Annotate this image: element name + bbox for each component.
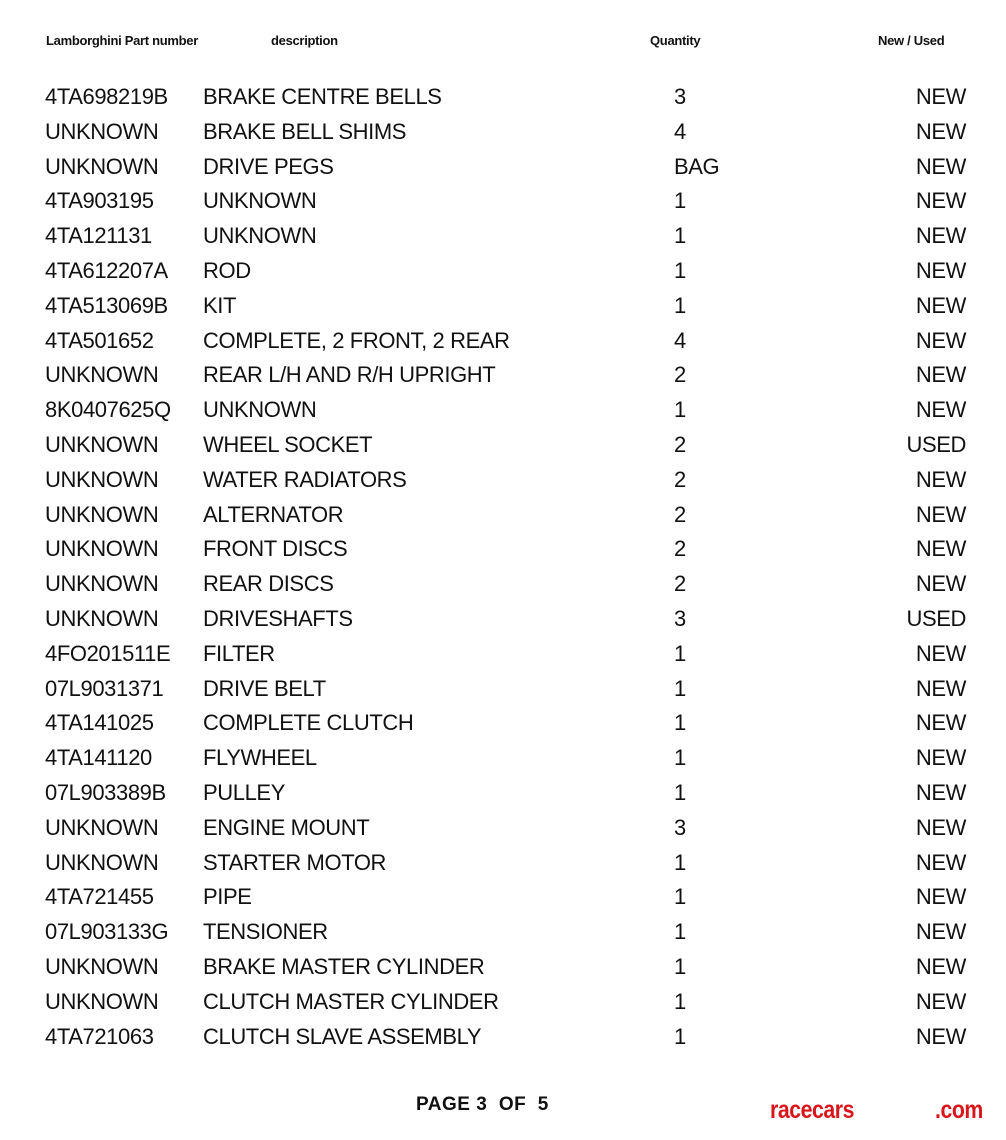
table-header — [0, 33, 1006, 51]
description-cell: FLYWHEEL — [203, 745, 317, 771]
description-cell: BRAKE CENTRE BELLS — [203, 84, 442, 109]
description-cell: BRAKE BELL SHIMS — [203, 118, 407, 144]
table-row — [0, 393, 1006, 428]
quantity-cell: 1 — [674, 953, 686, 979]
description-cell: WATER RADIATORS — [203, 466, 407, 492]
condition-cell: NEW — [915, 571, 966, 597]
description-cell: REAR L/H AND R/H UPRIGHT — [203, 362, 496, 388]
quantity-cell: BAG — [674, 153, 720, 179]
part-number-cell: UNKNOWN — [45, 953, 159, 979]
condition-cell: NEW — [915, 536, 966, 562]
description-cell: PULLEY — [203, 779, 285, 805]
part-number-cell: 4TA141025 — [45, 710, 154, 736]
table-row — [0, 880, 1006, 915]
condition-cell: NEW — [915, 988, 966, 1014]
condition-cell: NEW — [915, 501, 966, 527]
part-number-cell: UNKNOWN — [45, 466, 159, 492]
table-row — [0, 567, 1006, 602]
condition-cell: NEW — [915, 257, 966, 283]
header-part-number: Lamborghini Part number — [46, 33, 199, 48]
quantity-cell: 1 — [674, 188, 686, 214]
header-quantity: Quantity — [650, 33, 701, 48]
condition-cell: NEW — [915, 292, 966, 318]
description-cell: DRIVE PEGS — [203, 153, 334, 179]
quantity-cell: 3 — [674, 814, 686, 840]
quantity-cell: 1 — [674, 223, 686, 249]
description-cell: CLUTCH MASTER CYLINDER — [203, 988, 499, 1014]
brand-logo-tld: .com — [935, 1096, 983, 1124]
table-row — [0, 532, 1006, 567]
description-cell: ROD — [203, 257, 251, 283]
quantity-cell: 2 — [674, 466, 686, 492]
quantity-cell: 1 — [674, 779, 686, 805]
part-number-cell: 4TA612207A — [45, 257, 168, 283]
description-cell: BRAKE MASTER CYLINDER — [203, 953, 485, 979]
description-cell: TENSIONER — [203, 919, 328, 945]
part-number-cell: UNKNOWN — [45, 605, 159, 631]
page-number: PAGE 3 OF 5 — [416, 1094, 549, 1115]
quantity-cell: 4 — [674, 118, 686, 144]
parts-table — [0, 80, 1006, 1054]
quantity-cell: 2 — [674, 571, 686, 597]
table-row — [0, 150, 1006, 185]
description-cell: FILTER — [203, 640, 275, 666]
header-description: description — [271, 33, 338, 48]
description-cell: KIT — [203, 292, 237, 318]
condition-cell: NEW — [915, 188, 966, 214]
part-number-cell: 4TA121131 — [45, 223, 152, 249]
description-cell: FRONT DISCS — [203, 536, 348, 562]
table-row — [0, 776, 1006, 811]
condition-cell: NEW — [915, 327, 966, 353]
condition-cell: USED — [906, 431, 966, 457]
condition-cell: NEW — [915, 745, 966, 771]
condition-cell: NEW — [915, 884, 966, 910]
condition-cell: NEW — [915, 397, 966, 423]
table-row — [0, 184, 1006, 219]
condition-cell: NEW — [915, 779, 966, 805]
part-number-cell: 4TA721063 — [45, 1023, 154, 1049]
quantity-cell: 1 — [674, 988, 686, 1014]
table-row — [0, 672, 1006, 707]
part-number-cell: UNKNOWN — [45, 362, 159, 388]
description-cell: UNKNOWN — [203, 397, 317, 423]
quantity-cell: 3 — [674, 84, 686, 109]
condition-cell: NEW — [915, 814, 966, 840]
condition-cell: NEW — [915, 849, 966, 875]
quantity-cell: 2 — [674, 536, 686, 562]
part-number-cell: UNKNOWN — [45, 501, 159, 527]
part-number-cell: 07L903133G — [45, 919, 169, 945]
table-row — [0, 219, 1006, 254]
part-number-cell: 07L9031371 — [45, 675, 164, 701]
part-number-cell: 4TA721455 — [45, 884, 154, 910]
condition-cell: NEW — [915, 675, 966, 701]
part-number-cell: 4TA513069B — [45, 292, 168, 318]
quantity-cell: 4 — [674, 327, 686, 353]
quantity-cell: 1 — [674, 292, 686, 318]
part-number-cell: 4TA903195 — [45, 188, 154, 214]
description-cell: DRIVESHAFTS — [203, 605, 353, 631]
brand-logo-name: racecars — [770, 1096, 855, 1124]
description-cell: REAR DISCS — [203, 571, 334, 597]
description-cell: ALTERNATOR — [203, 501, 344, 527]
quantity-cell: 1 — [674, 675, 686, 701]
description-cell: DRIVE BELT — [203, 675, 326, 701]
description-cell: COMPLETE, 2 FRONT, 2 REAR — [203, 327, 510, 353]
table-row — [0, 1020, 1006, 1055]
table-row — [0, 637, 1006, 672]
part-number-cell: 07L903389B — [45, 779, 166, 805]
table-row — [0, 915, 1006, 950]
part-number-cell: UNKNOWN — [45, 849, 159, 875]
part-number-cell: 4TA141120 — [45, 745, 152, 771]
quantity-cell: 1 — [674, 919, 686, 945]
part-number-cell: 4TA698219B — [45, 84, 168, 109]
quantity-cell: 1 — [674, 745, 686, 771]
table-row — [0, 254, 1006, 289]
condition-cell: NEW — [915, 710, 966, 736]
table-row — [0, 115, 1006, 150]
part-number-cell: 4TA501652 — [45, 327, 154, 353]
condition-cell: NEW — [915, 153, 966, 179]
description-cell: UNKNOWN — [203, 223, 317, 249]
part-number-cell: UNKNOWN — [45, 988, 159, 1014]
table-row — [0, 950, 1006, 985]
table-row — [0, 428, 1006, 463]
table-row — [0, 706, 1006, 741]
header-condition: New / Used — [878, 33, 945, 48]
description-cell: PIPE — [203, 884, 252, 910]
quantity-cell: 1 — [674, 710, 686, 736]
table-row — [0, 602, 1006, 637]
quantity-cell: 2 — [674, 431, 686, 457]
condition-cell: NEW — [915, 84, 966, 109]
part-number-cell: UNKNOWN — [45, 814, 159, 840]
table-row — [0, 985, 1006, 1020]
description-cell: ENGINE MOUNT — [203, 814, 370, 840]
quantity-cell: 1 — [674, 884, 686, 910]
part-number-cell: UNKNOWN — [45, 118, 159, 144]
quantity-cell: 1 — [674, 1023, 686, 1049]
part-number-cell: 8K0407625Q — [45, 397, 171, 423]
part-number-cell: UNKNOWN — [45, 431, 159, 457]
table-row — [0, 463, 1006, 498]
condition-cell: NEW — [915, 640, 966, 666]
description-cell: STARTER MOTOR — [203, 849, 387, 875]
part-number-cell: UNKNOWN — [45, 536, 159, 562]
description-cell: WHEEL SOCKET — [203, 431, 373, 457]
part-number-cell: UNKNOWN — [45, 571, 159, 597]
description-cell: CLUTCH SLAVE ASSEMBLY — [203, 1023, 482, 1049]
description-cell: COMPLETE CLUTCH — [203, 710, 414, 736]
quantity-cell: 1 — [674, 640, 686, 666]
quantity-cell: 1 — [674, 849, 686, 875]
description-cell: UNKNOWN — [203, 188, 317, 214]
condition-cell: NEW — [915, 118, 966, 144]
part-number-cell: UNKNOWN — [45, 153, 159, 179]
table-row — [0, 324, 1006, 359]
condition-cell: NEW — [915, 223, 966, 249]
table-row — [0, 846, 1006, 881]
table-row — [0, 498, 1006, 533]
table-row — [0, 741, 1006, 776]
quantity-cell: 2 — [674, 501, 686, 527]
condition-cell: NEW — [915, 1023, 966, 1049]
table-row — [0, 289, 1006, 324]
part-number-cell: 4FO201511E — [45, 640, 171, 666]
condition-cell: NEW — [915, 362, 966, 388]
condition-cell: NEW — [915, 953, 966, 979]
condition-cell: USED — [906, 605, 966, 631]
quantity-cell: 1 — [674, 397, 686, 423]
table-row — [0, 80, 1006, 115]
condition-cell: NEW — [915, 466, 966, 492]
table-row — [0, 358, 1006, 393]
quantity-cell: 2 — [674, 362, 686, 388]
quantity-cell: 1 — [674, 257, 686, 283]
table-row — [0, 811, 1006, 846]
condition-cell: NEW — [915, 919, 966, 945]
quantity-cell: 3 — [674, 605, 686, 631]
